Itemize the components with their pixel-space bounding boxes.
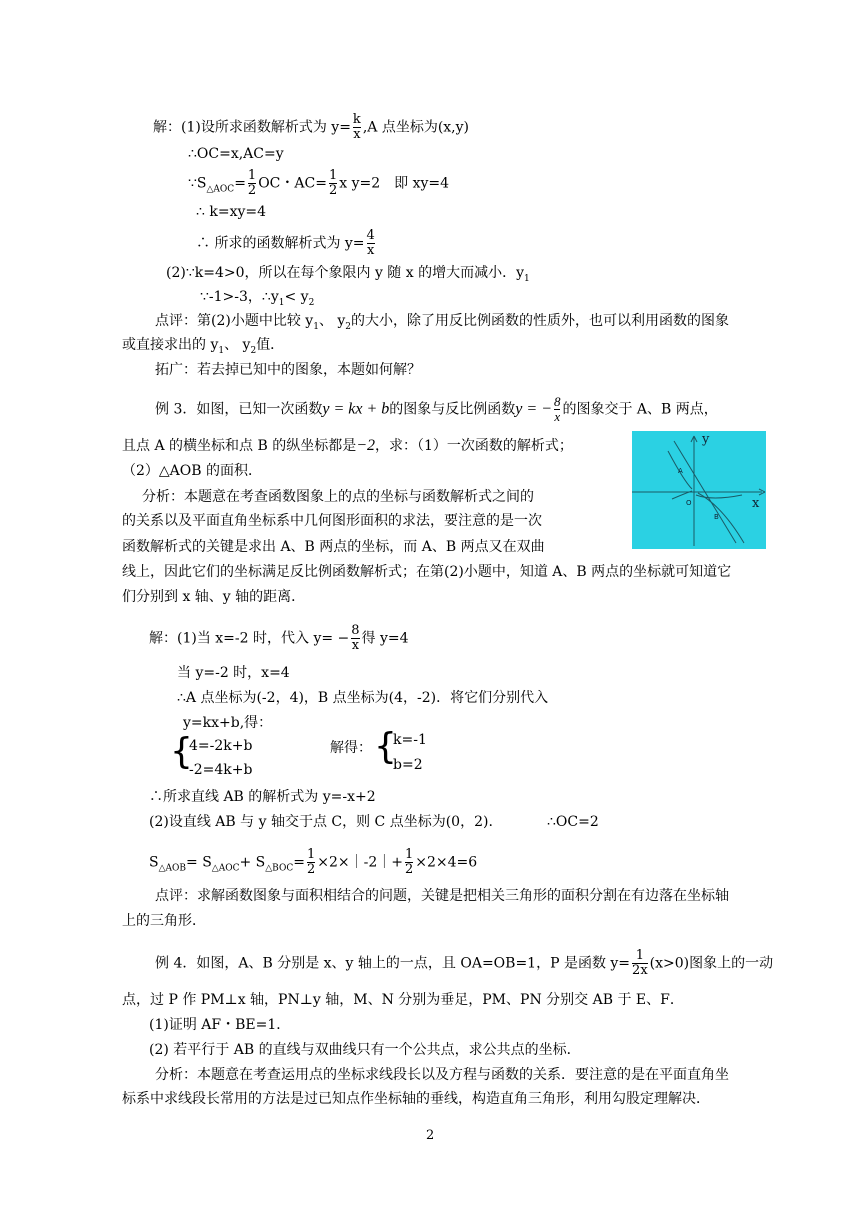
extension-line: 拓广：若去掉已知中的图象，本题如何解？	[155, 362, 421, 378]
example3-heading: 例 3．如图，已知一次函数y = kx + b的图象与反比例函数y = − $\frac{8}{x}$ 的图象交于 A、B 两点，	[155, 394, 718, 424]
text-line: 点，过 P 作 PM⊥x 轴，PN⊥y 轴，M、N 分别为垂足，PM、PN 分别交 AB 于 E、F．	[122, 992, 684, 1008]
solution-line: 解：(1)设所求函数解析式为 y= $\frac{k}{x}$ ,A 点坐标为(x,y)	[153, 112, 470, 142]
left-brace-icon: {	[170, 731, 193, 772]
x-label: x	[752, 496, 760, 511]
analysis-line: 线上，因此它们的坐标满足反比例函数解析式；在第(2)小题中，知道 A、B 两点的坐标就可知道它	[122, 564, 732, 580]
area-formula: $S_{\triangle AOB}= S_{\triangle AOC}+ S_{\triangle BOC}=$ $\frac{1}{2}$ ×2×｜-2｜+ $\frac{1}{2}$ ×2×4=6	[149, 847, 478, 877]
analysis-line: 的关系以及平面直角坐标系中几何图形面积的求法，要注意的是一次	[122, 513, 542, 529]
comment-line: 点评：第(2)小题中比较 $y_1$、 $y_2$的大小，除了用反比例函数的性质外，也可以利用函数的图象	[155, 313, 730, 332]
analysis-line: 分析：本题意在考查运用点的坐标求线段长以及方程与函数的关系．要注意的是在平面直角坐	[155, 1067, 729, 1083]
comment-line: 点评：求解函数图象与面积相结合的问题，关键是把相关三角形的面积分割在有边落在坐标轴	[155, 888, 729, 904]
equation: k=-1	[393, 732, 427, 748]
example4-heading: 例 4．如图，A、B 分别是 x、y 轴上的一点，且 OA=OB=1，P 是函数 y= $\frac{1}{2x}$ (x>0)图象上的一动	[155, 948, 774, 978]
solution-line: 解：(1)当 x=-2 时，代入 y= − $\frac{8}{x}$ 得 y=4	[149, 623, 409, 653]
analysis-line: 标系中求线段长常用的方法是过已知点作坐标轴的垂线，构造直角三角形，利用勾股定理解决．	[122, 1091, 710, 1107]
equation: b=2	[393, 757, 423, 773]
equation: 4=-2k+b	[189, 738, 253, 754]
analysis-line: 们分别到 x 轴、y 轴的距离．	[122, 589, 306, 605]
text-line: $\because S_{\triangle AOC}=$ $\frac{1}{2}$ OC・AC= $\frac{1}{2}$ x y=2 即 xy=4	[188, 168, 450, 198]
text-line: 当 y=-2 时，x=4	[177, 665, 290, 681]
text-line: ∴所求直线 AB 的解析式为 y=-x+2	[149, 789, 376, 805]
y-label: y	[702, 432, 710, 447]
analysis-line: 函数解析式的关键是求出 A、B 两点的坐标，而 A、B 两点又在双曲	[122, 539, 545, 555]
page-number: 2	[426, 1128, 435, 1143]
text-line: (1)证明 AF・BE=1．	[149, 1017, 291, 1033]
text-line: y=kx+b,得：	[183, 715, 273, 731]
text-line: (2)∵k=4>0，所以在每个象限内 y 随 x 的增大而减小．$y_1$	[166, 265, 530, 284]
analysis-line: 分析：本题意在考查函数图象上的点的坐标与函数解析式之间的	[142, 489, 534, 505]
origin-label: O	[686, 499, 692, 507]
text-line: （2）△AOB 的面积．	[122, 463, 262, 479]
text-line: (2) 若平行于 AB 的直线与双曲线只有一个公共点，求公共点的坐标．	[149, 1042, 581, 1058]
hyperbola-figure	[632, 431, 766, 549]
comment-line: 或直接求出的 $y_1$、 $y_2$值．	[122, 337, 285, 356]
text-line: ∴OC=x,AC=y	[188, 146, 284, 162]
point-b-label: B	[714, 513, 719, 521]
fraction: $\frac{k}{x}$	[352, 112, 361, 142]
equation: -2=4k+b	[189, 762, 253, 778]
point-a-label: A	[678, 467, 683, 475]
text-line: ∴OC=2	[547, 814, 599, 830]
text-line: ∴A 点坐标为(-2，4)，B 点坐标为(4，-2)．将它们分别代入	[177, 690, 549, 706]
text-line: (2)设直线 AB 与 y 轴交于点 C，则 C 点坐标为(0，2).	[149, 814, 493, 830]
solve-label: 解得：	[330, 740, 372, 756]
text-line: ∴ 所求的函数解析式为 y= $\frac{4}{x}$	[196, 228, 375, 258]
comment-line: 上的三角形．	[122, 913, 206, 929]
text-line: ∵-1>-3，$\therefore y_1< y_2$	[200, 289, 315, 308]
text-line: 且点 A 的横坐标和点 B 的纵坐标都是−2，求：（1）一次函数的解析式；	[122, 437, 573, 454]
left-brace-icon: {	[374, 726, 397, 767]
graph-svg	[632, 431, 766, 549]
text-line: ∴ k=xy=4	[196, 204, 267, 220]
